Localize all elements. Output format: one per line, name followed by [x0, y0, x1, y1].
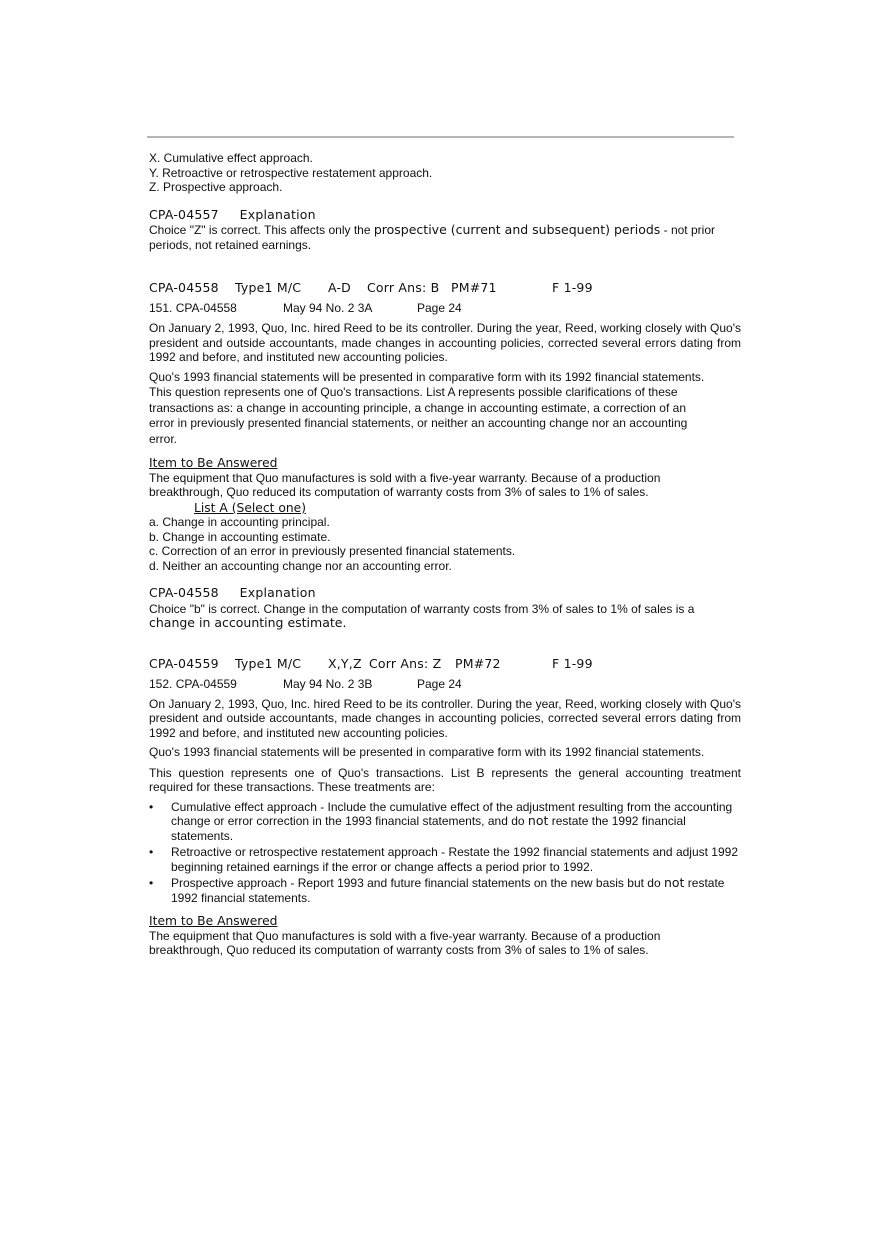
explanation-heading-04558: CPA-04558 Explanation [149, 585, 316, 601]
expl-557-part1: Choice "Z" is correct. This affects only the [149, 223, 374, 237]
q558-expl-line-2: change in accounting estimate. [149, 615, 347, 631]
expl-557-part2: prospective (current and subsequent) periods [373, 222, 661, 237]
q558-p2-line: This question represents one of Quo's transactions. List A represents possible clarifications of these [149, 385, 678, 400]
q558-item-heading: Item to Be Answered [149, 456, 278, 471]
option-y: Y. Retroactive or retrospective restatement approach. [149, 165, 433, 180]
q559-item-line: The equipment that Quo manufactures is sold with a five-year warranty. Because of a production [149, 928, 661, 943]
question-subheader-04558 [149, 301, 741, 317]
q559-f: F 1-99 [552, 655, 593, 671]
list-item [149, 876, 741, 905]
q558-choices [149, 515, 741, 573]
question-header-04559 [149, 657, 741, 673]
q559-correct-answer: Corr Ans: Z [369, 655, 442, 671]
expl-557-part3: - not prior periods, not retained earnings. [149, 223, 715, 252]
question-subheader-04559 [149, 677, 741, 693]
q558-choice-a: a. Change in accounting principal. [149, 515, 330, 530]
q558-number: 151. CPA-04558 [149, 301, 237, 315]
bullet-text: Cumulative effect approach - Include the cumulative effect of the adjustment resulting from the accounting change or error correction in the 1993 financial statements, and do [171, 799, 733, 829]
q559-type: Type1 M/C [235, 655, 302, 671]
list-item [149, 800, 741, 844]
bullet-text-end: restate the 1992 financial statements. [171, 814, 686, 843]
q558-pm: PM#71 [451, 280, 497, 295]
q559-range: X,Y,Z [328, 655, 362, 671]
q559-paragraph-2: Quo's 1993 financial statements will be presented in comparative form with its 1992 financial statements. [149, 745, 705, 760]
q559-item-heading: Item to Be Answered [149, 914, 278, 929]
q558-id: CPA-04558 [149, 280, 219, 295]
document-body [149, 151, 741, 958]
q558-p2-line: error in previously presented financial statements, or neither an accounting change nor an accounting [149, 416, 688, 431]
q559-item-line: breakthrough, Quo reduced its computation of warranty costs from 3% of sales to 1% of sales. [149, 943, 649, 958]
q558-exam: May 94 No. 2 3A [283, 301, 373, 315]
q559-number: 152. CPA-04559 [149, 676, 237, 691]
bullet-emphasis: not [663, 875, 685, 891]
q558-item-line: breakthrough, Quo reduced its computation of warranty costs from 3% of sales to 1% of sales. [149, 485, 649, 500]
bullet-icon: • [149, 876, 154, 891]
top-rule [147, 136, 734, 138]
q559-id: CPA-04559 [149, 655, 219, 671]
q559-pm: PM#72 [455, 655, 501, 671]
q558-p2-line: transactions as: a change in accounting principle, a change in accounting estimate, a correction of an [149, 400, 686, 415]
explanation-text-04557 [149, 223, 741, 252]
q558-item-line: The equipment that Quo manufactures is sold with a five-year warranty. Because of a production [149, 470, 661, 485]
options-xyz [149, 151, 741, 195]
q558-p2-line: error. [149, 431, 178, 446]
bullet-text: Prospective approach - Report 1993 and future financial statements on the new basis but do [171, 876, 664, 891]
q558-choice-c: c. Correction of an error in previously presented financial statements. [149, 544, 516, 559]
q558-type: Type1 M/C [235, 280, 302, 295]
q559-exam: May 94 No. 2 3B [283, 676, 373, 691]
bullet-icon: • [149, 799, 154, 814]
bullet-icon: • [149, 845, 154, 860]
q558-correct-answer: Corr Ans: B [367, 280, 440, 295]
q558-f: F 1-99 [552, 280, 593, 295]
q558-paragraph-2 [149, 370, 741, 448]
explanation-heading-04557: CPA-04557 Explanation [149, 206, 316, 222]
question-header-04558 [149, 281, 741, 297]
q558-p2-line: Quo's 1993 financial statements will be presented in comparative form with its 1992 financial statements. [149, 369, 705, 384]
q558-list-heading: List A (Select one) [194, 500, 307, 515]
q558-choice-d: d. Neither an accounting change nor an accounting error. [149, 558, 452, 573]
q559-paragraph-1: On January 2, 1993, Quo, Inc. hired Reed to be its controller. During the year, Reed, working closely with Quo's president and outside accountants, made changes in accounting policies, corrected several errors dating from 1992 and before, and instituted new accounting policies. [149, 696, 741, 740]
q558-expl-line-1: Choice "b" is correct. Change in the computation of warranty costs from 3% of sales to 1% of sales is a [149, 601, 695, 616]
q558-range: A-D [328, 280, 352, 295]
bullet-emphasis: not [527, 813, 549, 829]
q559-paragraph-3: This question represents one of Quo's transactions. List B represents the general accounting treatment required for these transactions. These treatments are: [149, 765, 741, 795]
q559-page: Page 24 [417, 676, 462, 691]
bullet-text: Retroactive or retrospective restatement approach - Restate the 1992 financial statements and adjust 1992 beginning retained earnings if the error or change affects a period prior to 1992. [171, 845, 738, 874]
q558-choice-b: b. Change in accounting estimate. [149, 529, 331, 544]
option-x: X. Cumulative effect approach. [149, 151, 313, 165]
option-z: Z. Prospective approach. [149, 180, 283, 194]
q558-paragraph-1: On January 2, 1993, Quo, Inc. hired Reed to be its controller. During the year, Reed, working closely with Quo's president and outside accountants, made changes in accounting policies, corrected several errors dating from 1992 and before, and instituted new accounting policies. [149, 321, 741, 364]
q558-page: Page 24 [417, 301, 462, 315]
list-item [149, 845, 741, 874]
bullet-text-end: restate 1992 financial statements. [171, 876, 725, 905]
q559-treatments-list [149, 800, 741, 906]
